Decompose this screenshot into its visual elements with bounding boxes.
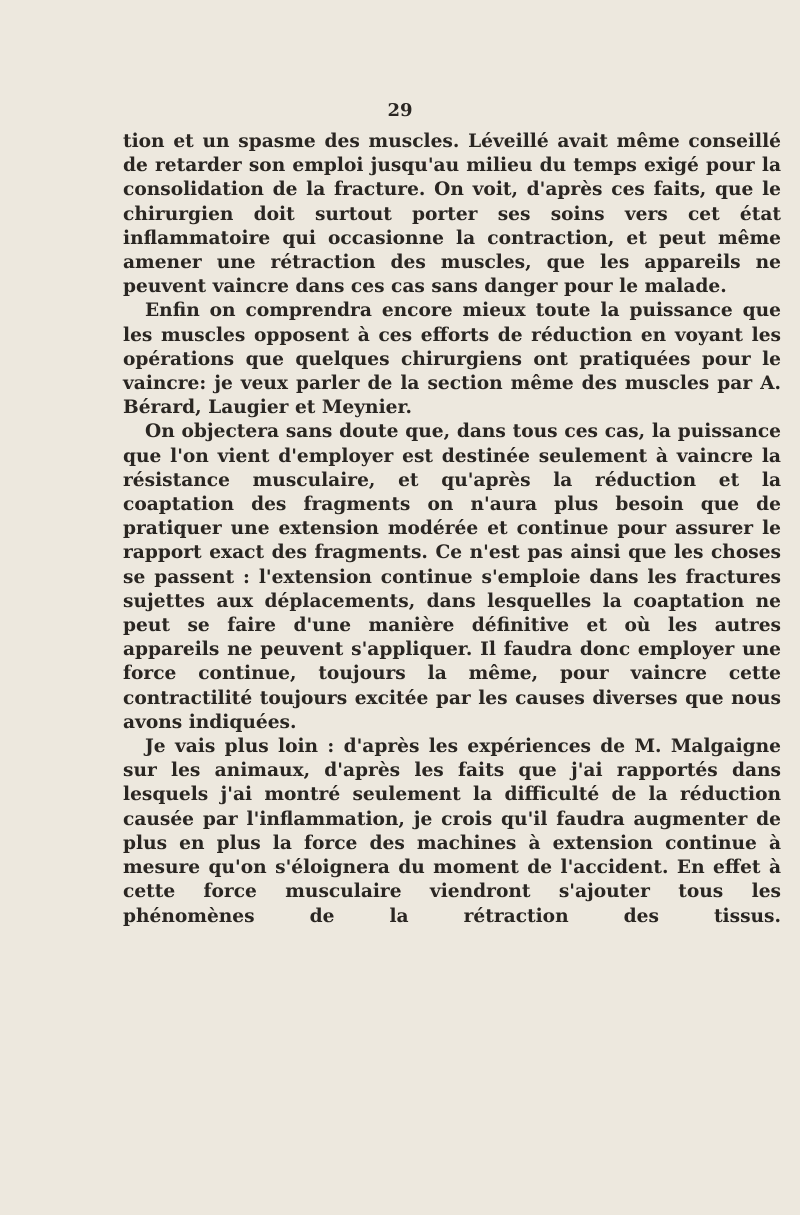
paragraph-4: Je vais plus loin : d'après les expériences de M. Malgaigne sur les animaux, d'après les faits que j'ai rapportés dans lesquels j'ai montré seulement la difficulté de la réduction causée par l'inflammation, je crois qu'il faudra augmenter de plus en plus la force des machines à extension continue à mesure qu'on s'éloignera du moment de l'accident. En effet à cette force musculaire viendront s'ajouter tous les phénomènes de la rétraction des tissus. bbox=[123, 736, 781, 927]
page-number: 29 bbox=[387, 100, 413, 121]
paragraph-2: Enfin on comprendra encore mieux toute la puissance que les muscles opposent à ces efforts de réduction en voyant les opérations que quelques chirurgiens ont pratiquées pour le vaincre: je veux parler de la section même des muscles par A. Bérard, Laugier et Meynier. bbox=[123, 300, 781, 419]
paragraph-1: tion et un spasme des muscles. Léveillé avait même conseillé de retarder son emploi jusqu'au milieu du temps exigé pour la consolidation de la fracture. On voit, d'après ces faits, que le chirurgien doit surtout porter ses soins vers cet état inflammatoire qui occasionne la contraction, et peut même amener une rétraction des muscles, que les appareils ne peuvent vaincre dans ces cas sans danger pour le malade. bbox=[123, 131, 781, 298]
body-text bbox=[123, 130, 781, 929]
paragraph-3: On objectera sans doute que, dans tous ces cas, la puissance que l'on vient d'employer est destinée seulement à vaincre la résistance musculaire, et qu'après la réduction et la coaptation des fragments on n'aura plus besoin que de pratiquer une extension modérée et continue pour assurer le rapport exact des fragments. Ce n'est pas ainsi que les choses se passent : l'extension continue s'emploie dans les fractures sujettes aux déplacements, dans lesquelles la coaptation ne peut se faire d'une manière définitive et où les autres appareils ne peuvent s'appliquer. Il faudra donc employer une force continue, toujours la même, pour vaincre cette contractilité toujours excitée par les causes diverses que nous avons indiquées. bbox=[123, 421, 781, 733]
